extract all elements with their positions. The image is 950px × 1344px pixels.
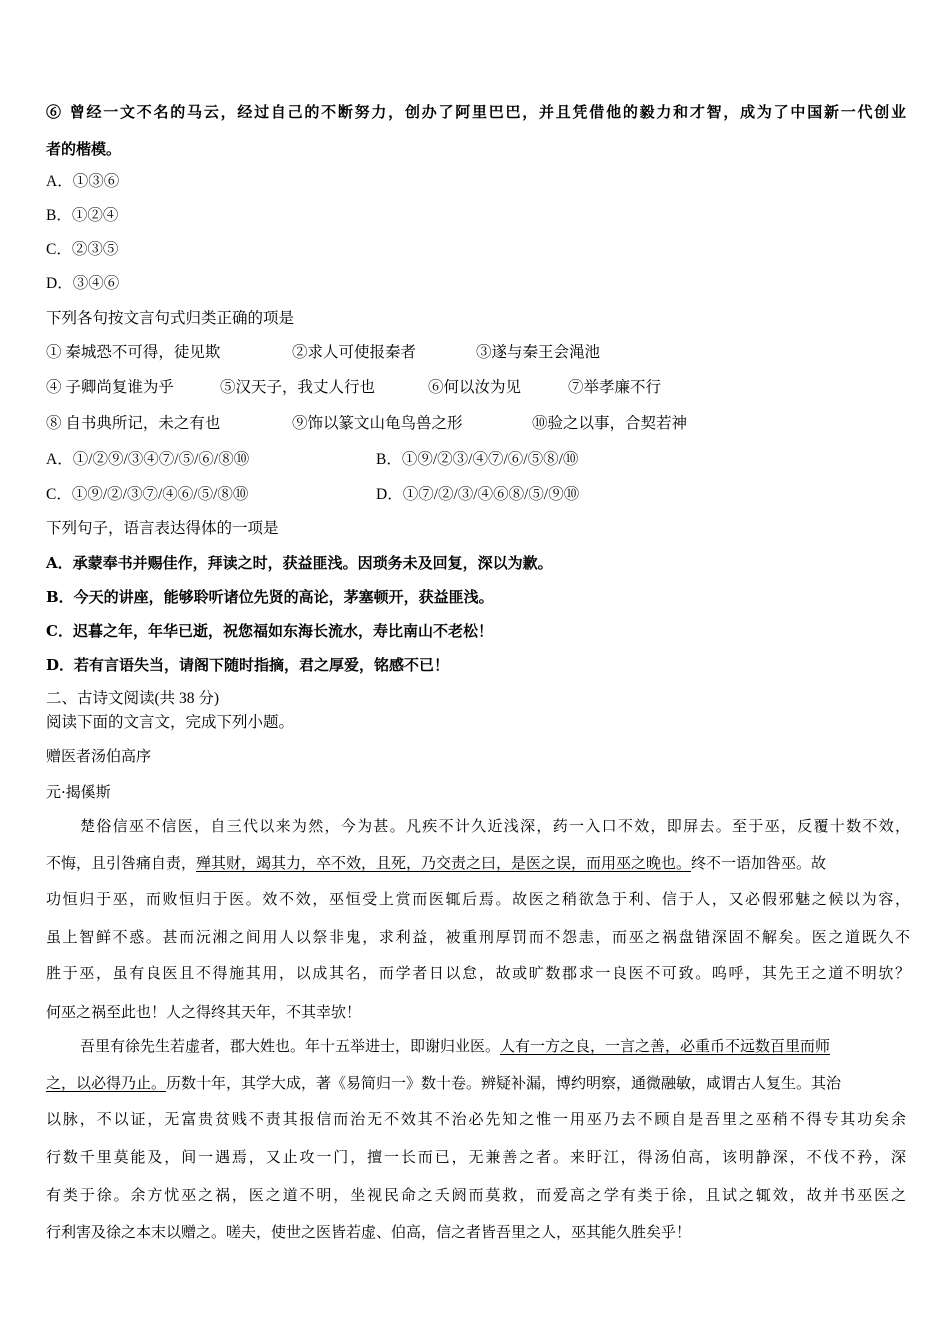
passage-text: 吾里有徐先生若虚者，郡大姓也。年十五举进士，即谢归业医。 — [80, 1037, 501, 1055]
sentence-item: ③遂与秦王会渑池 — [476, 344, 601, 361]
section-heading: 二、古诗文阅读(共 38 分) — [46, 690, 220, 707]
passage-line — [46, 1072, 841, 1094]
underlined-sentence: 之，以必得乃止。 — [46, 1074, 167, 1092]
passage-line — [80, 1035, 830, 1057]
passage-line: 虽上智鲜不惑。甚而沅湘之间用人以祭非鬼，求利益，被重刑厚罚而不怨恚，而巫之祸盘错深固不解矣。医之道既久不 — [46, 928, 910, 946]
passage-text: 终不一语加咎巫。故 — [691, 854, 827, 872]
option-a: A．①/②⑨/③④⑦/⑤/⑥/⑧⑩ — [46, 451, 250, 468]
passage-line: 以脉，不以证，无富贵贫贱不责其报信而治无不效其不治必先知之惟一用巫乃去不顾自是吾里之巫稍不得专其功矣余 — [46, 1110, 906, 1128]
option-b: B．①②④ — [46, 207, 119, 224]
option-d: D．若有言语失当，请阁下随时指摘，君之厚爱，铭感不已！ — [46, 656, 450, 674]
option-d: D．③④⑥ — [46, 275, 120, 292]
item-6-line-1: ⑥ 曾经一文不名的马云，经过自己的不断努力，创办了阿里巴巴，并且凭借他的毅力和才智，成为了中国新一代创业 — [46, 103, 906, 121]
passage-author: 元·揭傒斯 — [46, 783, 111, 801]
option-b: B．今天的讲座，能够聆听诸位先贤的高论，茅塞顿开，获益匪浅。 — [46, 588, 494, 606]
item-6-line-2: 者的楷模。 — [46, 140, 122, 158]
passage-line — [46, 852, 910, 874]
passage-line: 行数千里莫能及，间一遇焉，又止攻一门，擅一长而已，无兼善之者。来盱江，得汤伯高，该明静深，不伐不矜，深 — [46, 1148, 906, 1166]
underlined-sentence: 人有一方之良，一言之善，必重币不远数百里而师 — [500, 1037, 831, 1055]
option-a: A．①③⑥ — [46, 173, 120, 190]
sentence-item: ⑤汉天子，我丈人行也 — [220, 379, 376, 396]
section-instruction: 阅读下面的文言文，完成下列小题。 — [46, 714, 295, 731]
passage-line: 功恒归于巫，而败恒归于医。效不效，巫恒受上赏而医辄后焉。故医之稍欲急于利、信于人，又必假邪魅之候以为容， — [46, 890, 910, 908]
passage-text: 不悔，且引咎痛自责， — [46, 854, 197, 872]
passage-text: 历数十年，其学大成，著《易简归一》数十卷。辨疑补漏，博约明察，通微融敏，咸谓古人复生。其治 — [166, 1074, 842, 1092]
sentence-item: ⑩验之以事，合契若神 — [532, 415, 688, 432]
sentence-item: ⑦举孝廉不行 — [568, 379, 662, 396]
option-c: C．②③⑤ — [46, 241, 119, 258]
option-c: C．①⑨/②/③⑦/④⑥/⑤/⑧⑩ — [46, 486, 249, 503]
sentence-item: ④ 子卿尚复谁为乎 — [46, 379, 174, 396]
passage-line: 何巫之祸至此也！人之得终其天年，不其幸欤！ — [46, 1003, 362, 1021]
underlined-sentence: 殚其财，竭其力，卒不效，且死，乃交责之曰，是医之误，而用巫之晚也。 — [196, 854, 692, 872]
passage-line: 楚俗信巫不信医，自三代以来为然，今为甚。凡疾不计久近浅深，药一入口不效，即屏去。至于巫，反覆十数不效， — [80, 817, 910, 835]
sentence-item: ②求人可使报秦者 — [292, 344, 417, 361]
option-d: D．①⑦/②/③/④⑥⑧/⑤/⑨⑩ — [376, 486, 580, 503]
passage-line: 行利害及徐之本末以赠之。嗟夫，使世之医皆若虚、伯高，信之者皆吾里之人，巫其能久胜矣乎！ — [46, 1223, 692, 1241]
sentence-item: ⑧ 自书典所记，未之有也 — [46, 415, 221, 432]
sentence-item: ⑨饰以篆文山龟鸟兽之形 — [292, 415, 463, 432]
passage-line: 胜于巫，虽有良医且不得施其用，以成其名，而学者日以怠，故或旷数郡求一良医不可致。呜呼，其先王之道不明欤？ — [46, 964, 910, 982]
option-a: A．承蒙奉书并赐佳作，拜读之时，获益匪浅。因琐务未及回复，深以为歉。 — [46, 554, 553, 572]
passage-line: 有类于徐。余方忧巫之祸，医之道不明，坐视民命之夭阏而莫救，而爱高之学有类于徐，且试之辄效，故并书巫医之 — [46, 1186, 906, 1204]
question-stem: 下列句子，语言表达得体的一项是 — [46, 520, 279, 537]
option-b: B．①⑨/②③/④⑦/⑥/⑤⑧/⑩ — [376, 451, 579, 468]
sentence-item: ① 秦城恐不可得，徒见欺 — [46, 344, 221, 361]
sentence-item: ⑥何以汝为见 — [428, 379, 522, 396]
question-stem: 下列各句按文言句式归类正确的项是 — [46, 310, 295, 327]
passage-title: 赠医者汤伯高序 — [46, 747, 152, 765]
option-c: C．迟暮之年，年华已逝，祝您福如东海长流水，寿比南山不老松！ — [46, 622, 493, 640]
